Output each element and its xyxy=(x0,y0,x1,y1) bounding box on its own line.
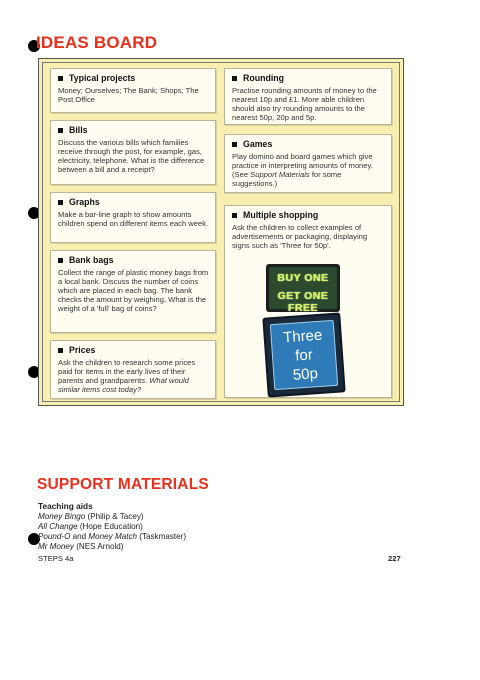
card-text: Make a bar-line graph to show amounts children spend on different items each week. xyxy=(58,210,209,228)
card-rounding xyxy=(224,68,392,125)
bullet-square-icon xyxy=(232,142,237,147)
card-title: Typical projects xyxy=(58,73,209,84)
card-text: Practise rounding amounts of money to the nearest 10p and £1. More able children should also try rounding amounts to the nearest 50p, 20p and 5p. xyxy=(232,86,377,122)
ideas-board xyxy=(38,58,404,406)
bullet-square-icon xyxy=(232,213,237,218)
card-text: Discuss the various bills which families receive through the post, for example, gas, electricity, telephone. What is the difference between a bill and a receipt? xyxy=(58,138,205,174)
card-text: Money; Ourselves; The Bank; Shops; The Post Office xyxy=(58,86,199,104)
bullet-square-icon xyxy=(232,76,237,81)
teaching-aids-subheading: Teaching aids xyxy=(38,501,93,511)
page-number: 227 xyxy=(388,554,401,563)
card-title: Rounding xyxy=(232,73,385,84)
buy-one-get-one-free-sign xyxy=(266,264,340,312)
card-text: Ask the children to collect examples of advertisements or packaging, displaying signs such as 'Three for 50p'. xyxy=(232,223,368,250)
bullet-square-icon xyxy=(58,76,63,81)
sign-text: Three xyxy=(282,326,323,347)
card-title: Multiple shopping xyxy=(232,210,385,221)
card-title: Bank bags xyxy=(58,255,209,266)
card-title: Prices xyxy=(58,345,209,356)
sign-text: for xyxy=(294,346,314,365)
card-text: Collect the range of plastic money bags from a local bank. Discuss the number of coins which are placed in each bag. The bank checks the amount by weighing. What is the weight of a 'full' bag of coins? xyxy=(58,268,209,313)
support-materials-heading: SUPPORT MATERIALS xyxy=(37,476,209,493)
card-title: Bills xyxy=(58,125,209,136)
teaching-aid-item: Pound-O and Money Match (Taskmaster) xyxy=(38,532,187,541)
card-bills xyxy=(50,120,216,185)
card-bank-bags xyxy=(50,250,216,333)
card-title: Graphs xyxy=(58,197,209,208)
bullet-square-icon xyxy=(58,348,63,353)
footer-label: STEPS 4a xyxy=(38,554,74,563)
bullet-square-icon xyxy=(58,200,63,205)
sign-text: GET ONE FREE xyxy=(277,290,329,314)
teaching-aid-item: Money Bingo (Philip & Tacey) xyxy=(38,512,144,521)
card-text: Play domino and board games which give practice in interpreting amounts of money. (See Support Materials for some suggestions.) xyxy=(232,152,373,188)
teaching-aid-item: Mr Money (NES Arnold) xyxy=(38,542,124,551)
three-for-50p-sign xyxy=(262,312,345,397)
card-typical-projects xyxy=(50,68,216,113)
bullet-square-icon xyxy=(58,258,63,263)
sign-text: BUY ONE xyxy=(277,272,329,284)
bullet-square-icon xyxy=(58,128,63,133)
card-title: Games xyxy=(232,139,385,150)
card-graphs xyxy=(50,192,216,243)
sign-text: 50p xyxy=(292,365,319,384)
card-prices xyxy=(50,340,216,399)
ideas-board-heading: IDEAS BOARD xyxy=(36,33,158,52)
card-text: Ask the children to research some prices paid for items in the early lives of their parents and grandparents. What would similar items cost today? xyxy=(58,358,196,394)
teaching-aid-item: All Change (Hope Education) xyxy=(38,522,143,531)
card-games xyxy=(224,134,392,193)
